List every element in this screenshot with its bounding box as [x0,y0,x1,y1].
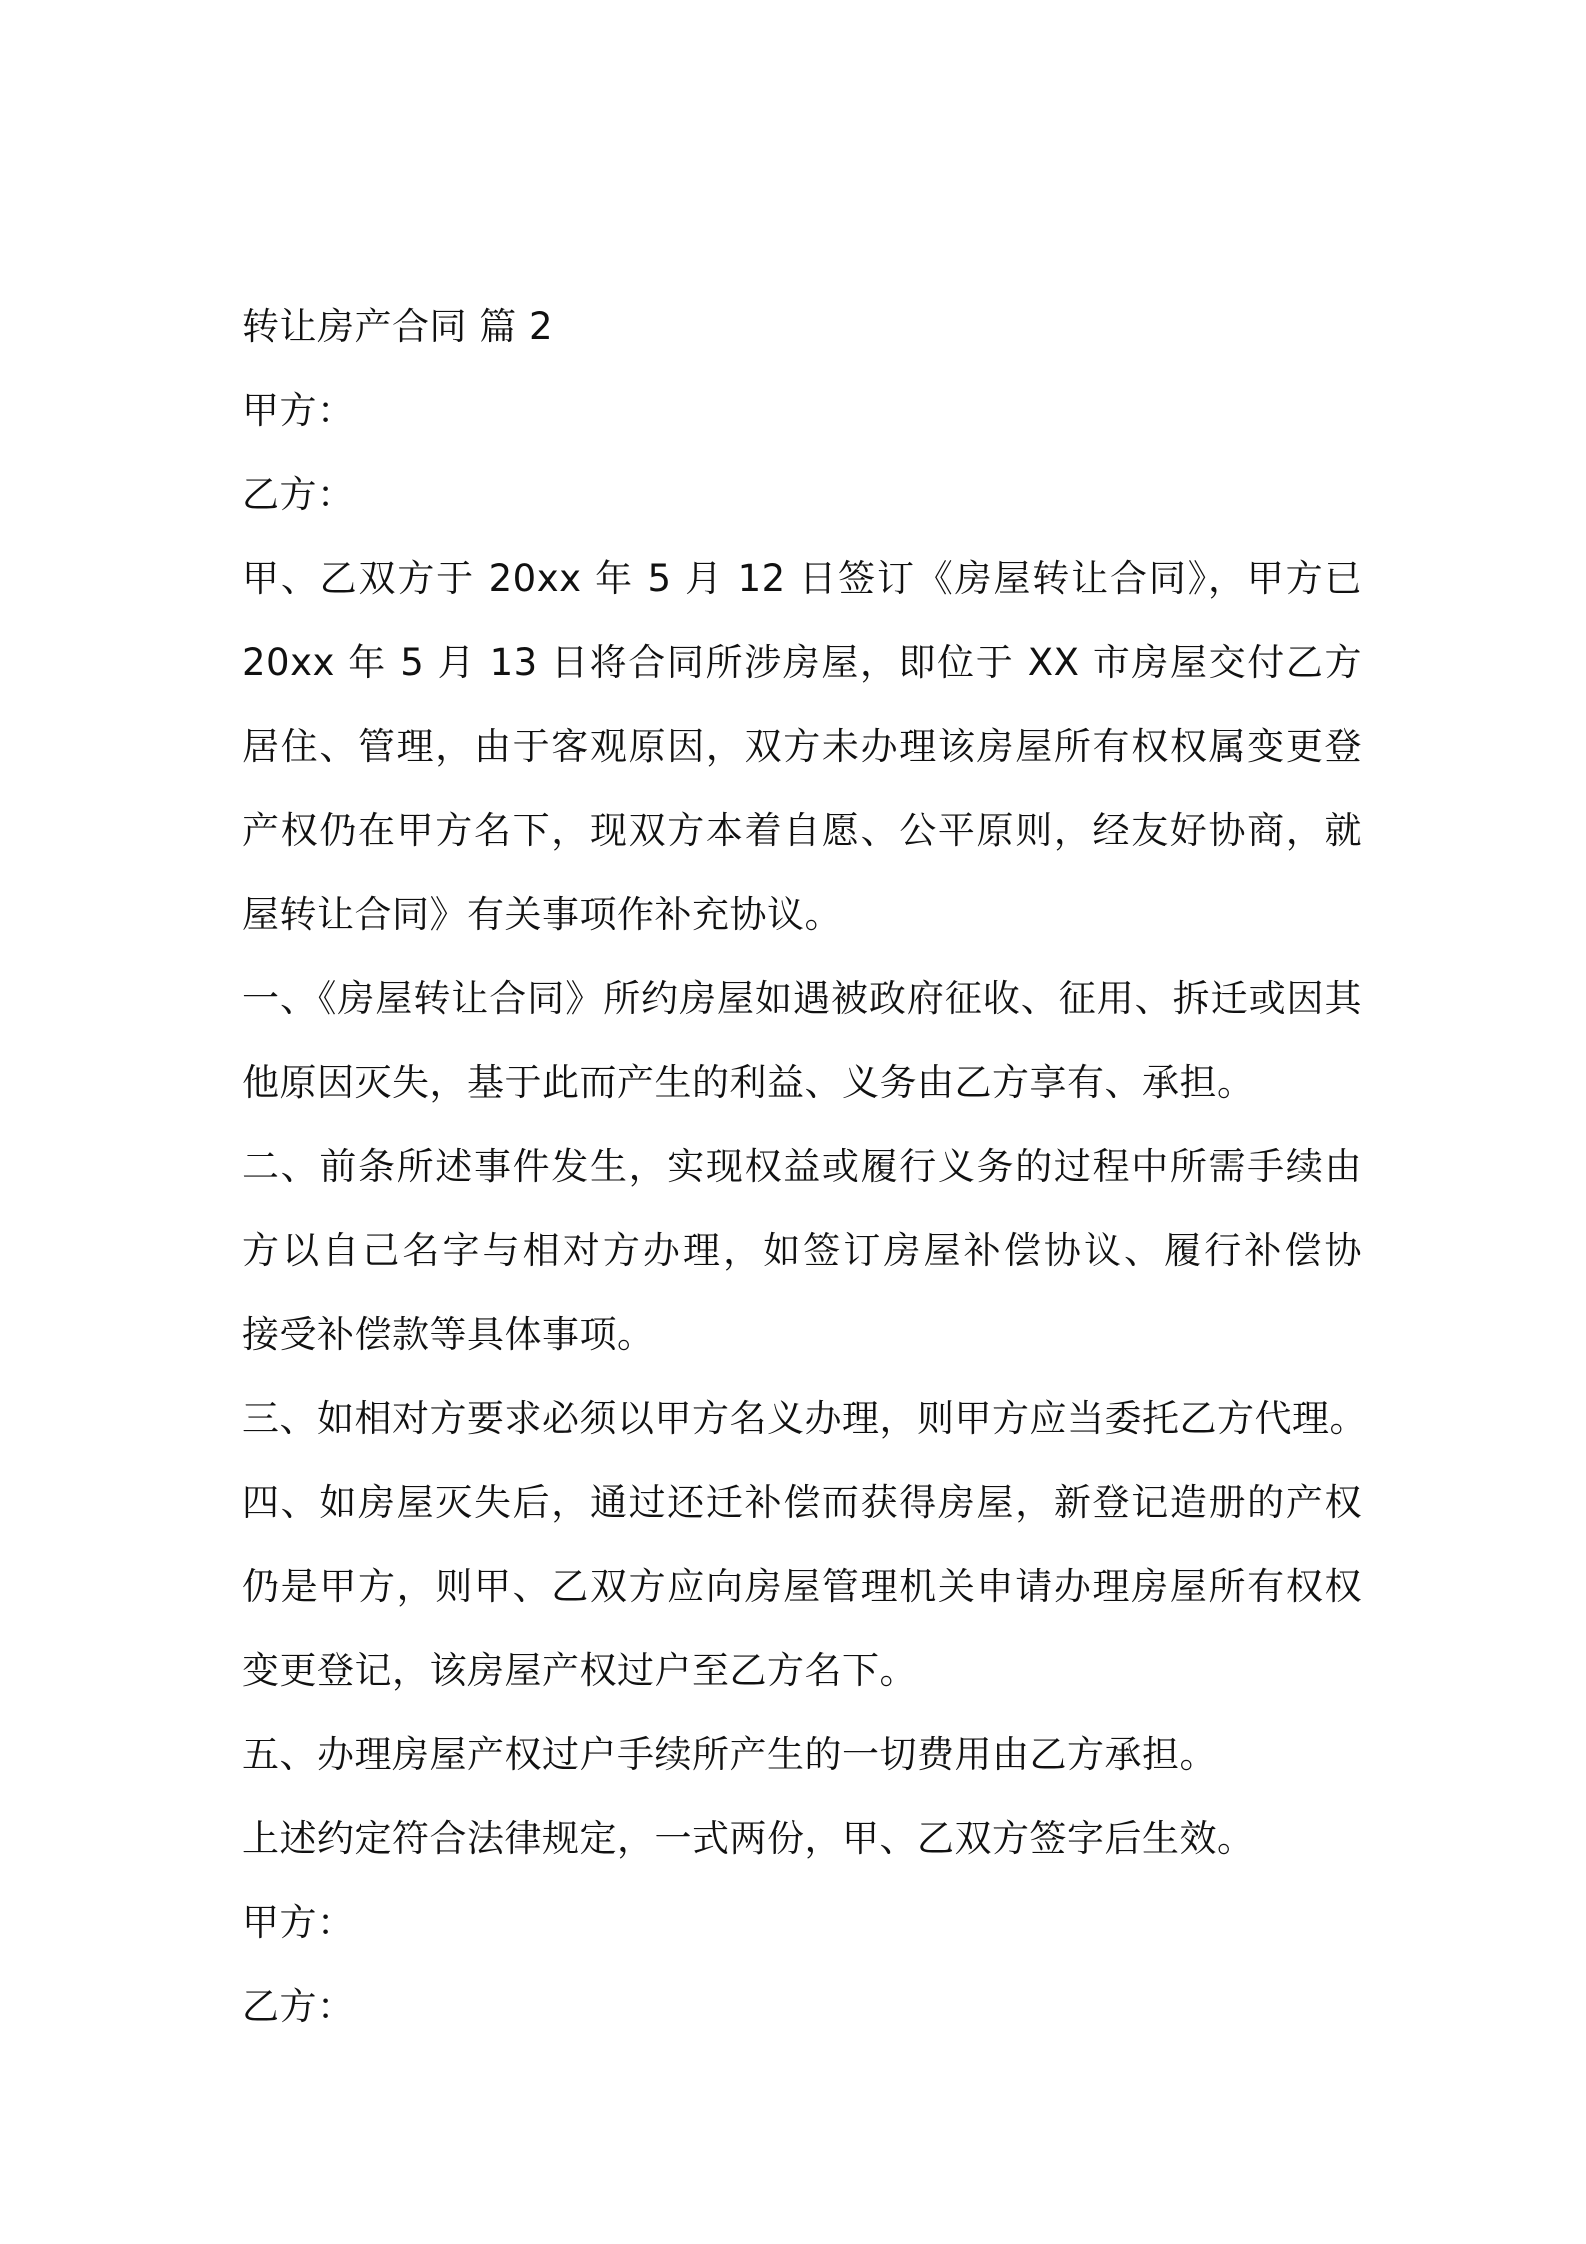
clause-4 [242,1461,1362,1713]
contract-body [242,285,1367,2049]
clause-4-line: 四、如房屋灭失后，通过还迁补偿而获得房屋，新登记造册的产权 [242,1481,1362,1524]
clause-2-line: 二、前条所述事件发生，实现权益或履行义务的过程中所需手续由 [242,1145,1362,1188]
clause-1 [242,957,1362,1125]
intro-line: 产权仍在甲方名下，现双方本着自愿、公平原则，经友好协商，就 [242,809,1362,852]
clause-4-line: 变更登记，该房屋产权过户至乙方名下。 [242,1649,917,1692]
intro-line: 屋转让合同》有关事项作补充协议。 [242,893,842,936]
intro-line: 甲、乙双方于 20xx 年 5 月 12 日签订《房屋转让合同》，甲方已 [242,557,1362,600]
clause-3: 三、如相对方要求必须以甲方名义办理，则甲方应当委托乙方代理。 [242,1397,1367,1440]
party-b-signature-label: 乙方： [242,1985,355,2028]
clause-5: 五、办理房屋产权过户手续所产生的一切费用由乙方承担。 [242,1733,1217,1776]
clause-2-line: 方以自己名字与相对方办理，如签订房屋补偿协议、履行补偿协 [242,1229,1362,1272]
party-a-label-top: 甲方： [242,389,355,432]
document-title: 转让房产合同 篇 2 [242,305,554,348]
clause-1-line: 一、《房屋转让合同》所约房屋如遇被政府征收、征用、拆迁或因其 [242,977,1362,1020]
clause-2 [242,1125,1362,1377]
clause-4-line: 仍是甲方，则甲、乙双方应向房屋管理机关申请办理房屋所有权权 [242,1565,1362,1608]
closing-statement: 上述约定符合法律规定，一式两份，甲、乙双方签字后生效。 [242,1817,1255,1860]
clause-1-line: 他原因灭失，基于此而产生的利益、义务由乙方享有、承担。 [242,1061,1255,1104]
party-b-label-top: 乙方： [242,473,355,516]
party-a-signature-label: 甲方： [242,1901,355,1944]
intro-line: 居住、管理，由于客观原因，双方未办理该房屋所有权权属变更登 [242,725,1362,768]
clause-2-line: 接受补偿款等具体事项。 [242,1313,655,1356]
intro-line: 20xx 年 5 月 13 日将合同所涉房屋，即位于 XX 市房屋交付乙方 [242,641,1362,684]
intro-paragraph [242,537,1362,957]
